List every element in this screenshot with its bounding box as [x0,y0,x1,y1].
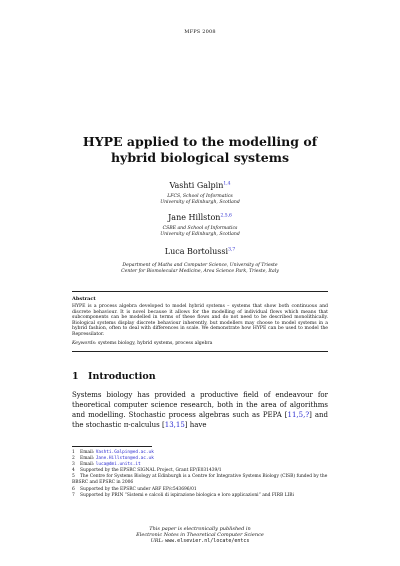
footnote: 5 The Centre for Systems Biology at Edinburgh is a Centre for Integrative Systems Biology (CISB) funded by the BBSRC and EPSRC in 2006 [72,474,328,486]
citation-link[interactable]: 13,15 [164,421,185,429]
email-link[interactable]: luca@dmi.units.it [95,462,141,468]
footnote-rule [72,446,152,447]
footnote: 4 Supported by the EPSRC SIGNAL Project, Grant EP/E031439/1 [72,468,222,474]
author-affiliation: CSBE and School of Informatics University of Edinburgh, Scotland [160,226,240,237]
section-heading: 1 Introduction [72,371,156,382]
email-link[interactable]: Jane.Hillston@ed.ac.uk [95,456,154,462]
author-affiliation: LFCS, School of Informatics University of Edinburgh, Scotland [160,194,240,205]
footnote: 6 Supported by the EPSRC under ARF EP/c543696/01 [72,486,197,492]
paper-title: HYPE applied to the modelling of hybrid biological systems [82,134,318,165]
author-name: Jane Hillston$^{2,5,6}$ [168,213,232,222]
author-footnote-mark[interactable]: 3,7 [228,247,236,253]
author-footnote-mark[interactable]: 1,4 [223,181,231,187]
author-affiliation: Department of Maths and Computer Science, University of Trieste Center for Biomolecular Medicine, Area Science Park, Trieste, Italy [121,263,279,274]
abstract-heading: Abstract [72,296,96,302]
abstract-bottom-rule [72,351,328,352]
author-footnote-mark[interactable]: 2,5,6 [220,213,232,219]
footnote: 7 Supported by PRIN “Sistemi e calcoli di ispirazione biologica e loro applicazioni” and FIRB LIBi [72,492,294,498]
abstract-top-rule [72,291,328,292]
footnote: 1 Email: Vashti.Galpin@ed.ac.uk [72,450,154,455]
footnotes [72,450,328,499]
footnote: 3 Email: luca@dmi.units.it [72,462,141,468]
citation-link[interactable]: 11,5,? [287,411,310,419]
running-head: MFPS 2008 [184,29,216,35]
author-name: Luca Bortolussi$^{3,7}$ [164,247,236,256]
author-name: Vashti Galpin$^{1,4}$ [169,181,231,190]
publication-footer: This paper is electronically published in Electronic Notes in Theoretical Computer Science URL: www.elsevier.nl/locate/entcs [136,526,264,545]
publisher-url[interactable]: www.elsevier.nl/locate/entcs [165,538,250,545]
email-link[interactable]: Vashti.Galpin@ed.ac.uk [95,450,154,455]
footnote: 2 Email: Jane.Hillston@ed.ac.uk [72,456,154,462]
abstract-text: HYPE is a process algebra developed to model hybrid systems – systems that show both continuous and discrete behaviour. It is novel because it allows for the modelling of individual flows which means that subcomponents can be modelled in terms of these flows and do not need to be described monolithically. Biological systems display discrete behaviour inherently, but modellers may choose to model systems in a hybrid fashion, often to deal with differences in scale. We demonstrate how HYPE can be used to model the Repressilator. [72,304,328,337]
section-body-text: Systems biology has provided a productive field of endeavour for theoretical computer science research, both in the area of algorithms and modelling. Stochastic process algebras such as PEPA [11,5,?] and the stochastic π-calculus [13,15] have [72,391,328,429]
keywords: Keywords: systems biology, hybrid systems, process algebra [72,341,213,346]
